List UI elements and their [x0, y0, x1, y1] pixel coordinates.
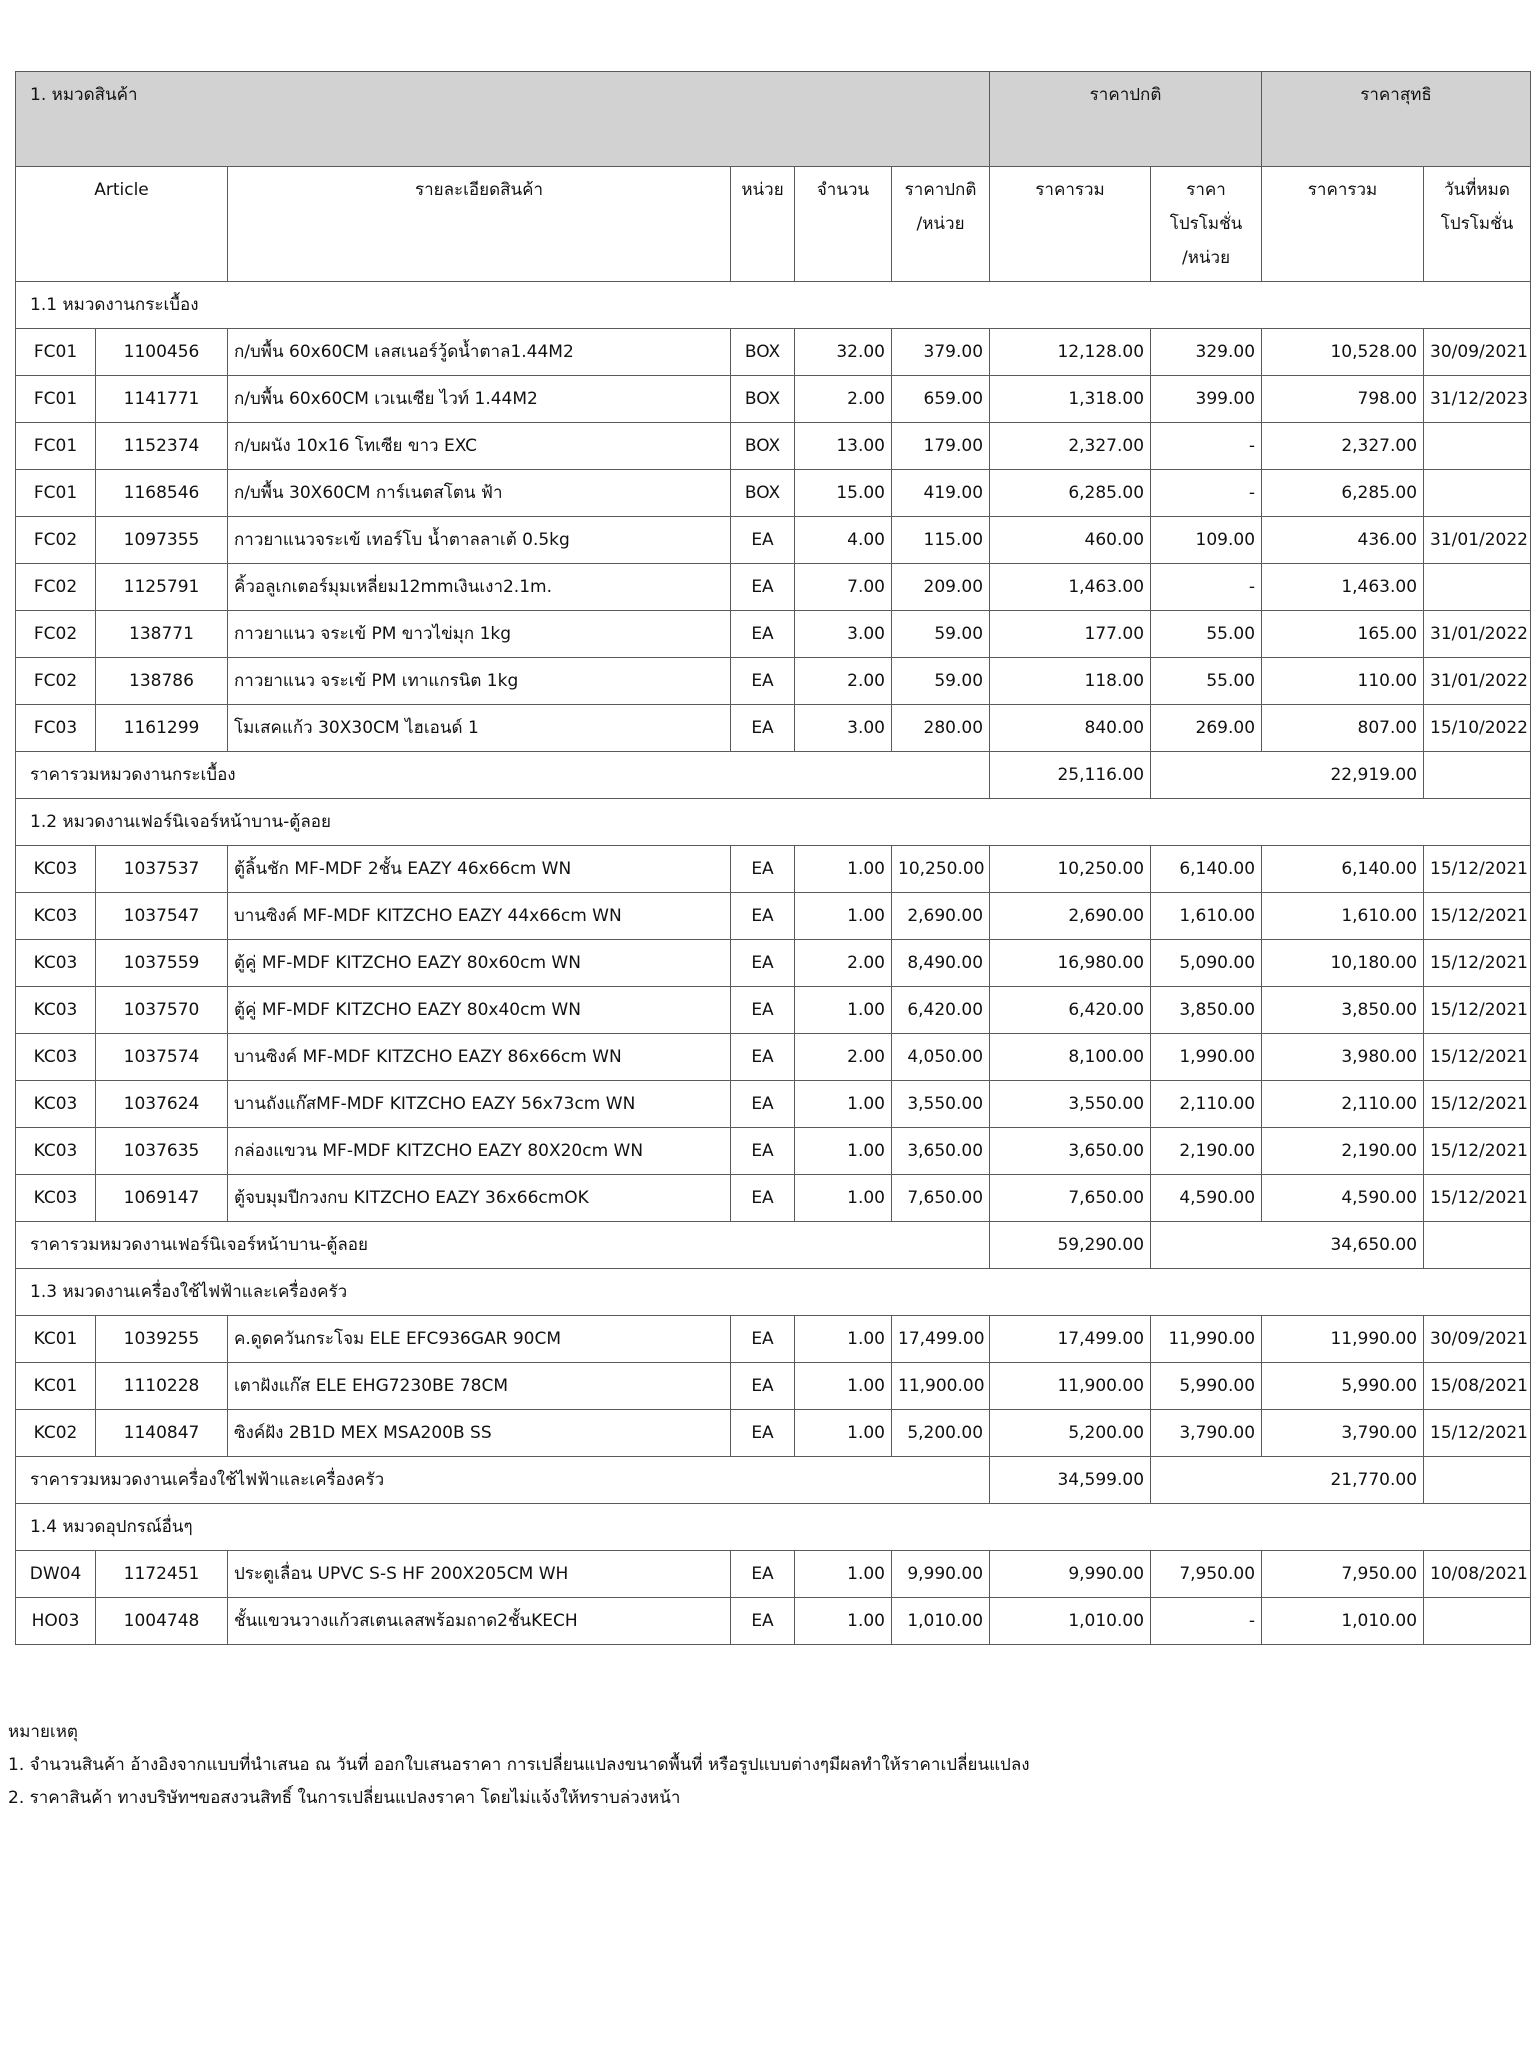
cell-group: KC03 — [16, 893, 96, 940]
cell-group: KC03 — [16, 1034, 96, 1081]
cell-group: KC03 — [16, 1081, 96, 1128]
cell-unit: EA — [731, 705, 795, 752]
cell-article-code: 1172451 — [96, 1551, 228, 1598]
subtotal-net-total: 22,919.00 — [1151, 752, 1424, 799]
col-promo-line3: /หน่วย — [1181, 248, 1231, 268]
cell-total: 12,128.00 — [990, 329, 1151, 376]
cell-total: 118.00 — [990, 658, 1151, 705]
notes — [8, 1716, 1030, 1815]
cell-promo-end: 15/12/2021 — [1424, 940, 1531, 987]
cell-net-total: 7,950.00 — [1262, 1551, 1424, 1598]
cell-unit: EA — [731, 893, 795, 940]
cell-qty: 2.00 — [795, 376, 892, 423]
cell-article-code: 1037574 — [96, 1034, 228, 1081]
cell-qty: 2.00 — [795, 658, 892, 705]
table-row — [16, 893, 1531, 940]
col-promo-end-line2: โปรโมชั่น — [1440, 214, 1514, 234]
cell-promo-price: 2,110.00 — [1151, 1081, 1262, 1128]
col-unit-price — [892, 167, 990, 282]
cell-qty: 1.00 — [795, 846, 892, 893]
net-price-group-header: ราคาสุทธิ — [1262, 72, 1531, 167]
table-row — [16, 987, 1531, 1034]
cell-unit: EA — [731, 846, 795, 893]
subtotal-label: ราคารวมหมวดงานเครื่องใช้ไฟฟ้าและเครื่องครัว — [16, 1457, 990, 1504]
cell-unit: EA — [731, 658, 795, 705]
cell-promo-end: 31/01/2022 — [1424, 658, 1531, 705]
subtotal-row — [16, 1222, 1531, 1269]
cell-description: คิ้วอลูเกเตอร์มุมเหลี่ยม12mmเงินเงา2.1m. — [228, 564, 731, 611]
table-row — [16, 1128, 1531, 1175]
table-row — [16, 423, 1531, 470]
cell-promo-price: 3,790.00 — [1151, 1410, 1262, 1457]
table-row — [16, 658, 1531, 705]
cell-qty: 4.00 — [795, 517, 892, 564]
col-promo-line2: โปรโมชั่น — [1169, 214, 1243, 234]
cell-unit: BOX — [731, 329, 795, 376]
cell-promo-end: 15/12/2021 — [1424, 893, 1531, 940]
subtotal-total: 25,116.00 — [990, 752, 1151, 799]
cell-description: ซิงค์ฝัง 2B1D MEX MSA200B SS — [228, 1410, 731, 1457]
cell-description: ก/บพื้น 60x60CM เลสเนอร์วู้ดน้ำตาล1.44M2 — [228, 329, 731, 376]
cell-promo-end: 15/12/2021 — [1424, 1034, 1531, 1081]
cell-article-code: 1097355 — [96, 517, 228, 564]
cell-net-total: 110.00 — [1262, 658, 1424, 705]
cell-total: 2,690.00 — [990, 893, 1151, 940]
cell-promo-price: - — [1151, 423, 1262, 470]
cell-description: ก/บพื้น 30X60CM การ์เนตสโตน ฟ้า — [228, 470, 731, 517]
cell-unit: EA — [731, 1598, 795, 1645]
table-row — [16, 940, 1531, 987]
cell-group: FC02 — [16, 517, 96, 564]
cell-total: 5,200.00 — [990, 1410, 1151, 1457]
cell-unit: EA — [731, 940, 795, 987]
cell-promo-end: 15/12/2021 — [1424, 987, 1531, 1034]
cell-qty: 1.00 — [795, 1363, 892, 1410]
column-header-row — [16, 167, 1531, 282]
cell-total: 1,318.00 — [990, 376, 1151, 423]
col-promo-end-line1: วันที่หมด — [1444, 180, 1510, 200]
col-promo-end — [1424, 167, 1531, 282]
cell-description: บานถังแก๊สMF-MDF KITZCHO EAZY 56x73cm WN — [228, 1081, 731, 1128]
cell-group: KC01 — [16, 1363, 96, 1410]
cell-total: 1,463.00 — [990, 564, 1151, 611]
cell-total: 10,250.00 — [990, 846, 1151, 893]
col-unit: หน่วย — [731, 167, 795, 282]
cell-unit: EA — [731, 1034, 795, 1081]
cell-article-code: 1037635 — [96, 1128, 228, 1175]
cell-promo-end: 30/09/2021 — [1424, 1316, 1531, 1363]
subtotal-label: ราคารวมหมวดงานเฟอร์นิเจอร์หน้าบาน-ตู้ลอย — [16, 1222, 990, 1269]
cell-description: ประตูเลื่อน UPVC S-S HF 200X205CM WH — [228, 1551, 731, 1598]
cell-net-total: 3,790.00 — [1262, 1410, 1424, 1457]
note-item: 2. ราคาสินค้า ทางบริษัทฯขอสงวนสิทธิ์ ในการเปลี่ยนแปลงราคา โดยไม่แจ้งให้ทราบล่วงหน้า — [8, 1788, 681, 1808]
cell-promo-end: 10/08/2021 — [1424, 1551, 1531, 1598]
cell-description: ก/บพื้น 60x60CM เวเนเซีย ไวท์ 1.44M2 — [228, 376, 731, 423]
cell-article-code: 1037559 — [96, 940, 228, 987]
cell-unit-price: 3,550.00 — [892, 1081, 990, 1128]
cell-promo-price: 55.00 — [1151, 611, 1262, 658]
cell-unit-price: 659.00 — [892, 376, 990, 423]
cell-promo-price: 3,850.00 — [1151, 987, 1262, 1034]
category-row — [16, 1504, 1531, 1551]
cell-net-total: 2,327.00 — [1262, 423, 1424, 470]
cell-group: KC02 — [16, 1410, 96, 1457]
cell-promo-price: 329.00 — [1151, 329, 1262, 376]
cell-group: FC01 — [16, 376, 96, 423]
cell-promo-end: 30/09/2021 — [1424, 329, 1531, 376]
cell-group: DW04 — [16, 1551, 96, 1598]
cell-qty: 13.00 — [795, 423, 892, 470]
cell-promo-end: 31/01/2022 — [1424, 611, 1531, 658]
table-row — [16, 376, 1531, 423]
table-row — [16, 846, 1531, 893]
cell-unit-price: 59.00 — [892, 658, 990, 705]
cell-total: 3,550.00 — [990, 1081, 1151, 1128]
cell-total: 16,980.00 — [990, 940, 1151, 987]
cell-group: FC01 — [16, 423, 96, 470]
cell-group: FC03 — [16, 705, 96, 752]
table-row — [16, 1034, 1531, 1081]
cell-promo-price: 4,590.00 — [1151, 1175, 1262, 1222]
cell-promo-price: - — [1151, 470, 1262, 517]
cell-promo-price: 6,140.00 — [1151, 846, 1262, 893]
cell-unit: EA — [731, 564, 795, 611]
cell-unit-price: 115.00 — [892, 517, 990, 564]
cell-total: 6,285.00 — [990, 470, 1151, 517]
cell-article-code: 1037624 — [96, 1081, 228, 1128]
table-row — [16, 1316, 1531, 1363]
subtotal-net-total: 34,650.00 — [1151, 1222, 1424, 1269]
cell-net-total: 1,463.00 — [1262, 564, 1424, 611]
cell-qty: 3.00 — [795, 611, 892, 658]
cell-article-code: 1110228 — [96, 1363, 228, 1410]
cell-unit-price: 3,650.00 — [892, 1128, 990, 1175]
subtotal-empty — [1424, 752, 1531, 799]
cell-net-total: 2,110.00 — [1262, 1081, 1424, 1128]
col-total: ราคารวม — [990, 167, 1151, 282]
cell-unit-price: 11,900.00 — [892, 1363, 990, 1410]
cell-qty: 1.00 — [795, 1081, 892, 1128]
col-unit-price-line1: ราคาปกติ — [904, 180, 977, 200]
cell-qty: 2.00 — [795, 940, 892, 987]
col-promo-line1: ราคา — [1186, 180, 1226, 200]
subtotal-row — [16, 752, 1531, 799]
cell-unit: EA — [731, 517, 795, 564]
section-title: 1. หมวดสินค้า — [16, 72, 990, 167]
cell-unit: EA — [731, 1363, 795, 1410]
col-description: รายละเอียดสินค้า — [228, 167, 731, 282]
cell-qty: 1.00 — [795, 1128, 892, 1175]
cell-total: 9,990.00 — [990, 1551, 1151, 1598]
cell-net-total: 798.00 — [1262, 376, 1424, 423]
cell-article-code: 1037537 — [96, 846, 228, 893]
cell-group: FC01 — [16, 329, 96, 376]
cell-description: กาวยาแนว จระเข้ PM ขาวไข่มุก 1kg — [228, 611, 731, 658]
cell-unit: BOX — [731, 376, 795, 423]
cell-promo-price: 1,610.00 — [1151, 893, 1262, 940]
cell-article-code: 1152374 — [96, 423, 228, 470]
cell-net-total: 10,180.00 — [1262, 940, 1424, 987]
cell-total: 1,010.00 — [990, 1598, 1151, 1645]
table-row — [16, 1363, 1531, 1410]
cell-net-total: 3,980.00 — [1262, 1034, 1424, 1081]
cell-net-total: 1,610.00 — [1262, 893, 1424, 940]
cell-qty: 1.00 — [795, 1551, 892, 1598]
cell-description: ชั้นแขวนวางแก้วสเตนเลสพร้อมถาด2ชั้นKECH — [228, 1598, 731, 1645]
subtotal-empty — [1424, 1222, 1531, 1269]
cell-promo-end: 15/10/2022 — [1424, 705, 1531, 752]
cell-qty: 15.00 — [795, 470, 892, 517]
cell-unit-price: 1,010.00 — [892, 1598, 990, 1645]
cell-unit-price: 5,200.00 — [892, 1410, 990, 1457]
table-row — [16, 1175, 1531, 1222]
table-row — [16, 470, 1531, 517]
notes-title: หมายเหตุ — [8, 1722, 78, 1742]
cell-promo-price: 5,990.00 — [1151, 1363, 1262, 1410]
table-row — [16, 1598, 1531, 1645]
subtotal-net-total: 21,770.00 — [1151, 1457, 1424, 1504]
cell-description: โมเสคแก้ว 30X30CM ไฮเอนด์ 1 — [228, 705, 731, 752]
cell-qty: 7.00 — [795, 564, 892, 611]
cell-total: 2,327.00 — [990, 423, 1151, 470]
cell-total: 6,420.00 — [990, 987, 1151, 1034]
cell-net-total: 10,528.00 — [1262, 329, 1424, 376]
col-net-total: ราคารวม — [1262, 167, 1424, 282]
cell-qty: 1.00 — [795, 893, 892, 940]
cell-unit-price: 209.00 — [892, 564, 990, 611]
cell-promo-end: 15/08/2021 — [1424, 1363, 1531, 1410]
cell-description: ตู้ลิ้นชัก MF-MDF 2ชั้น EAZY 46x66cm WN — [228, 846, 731, 893]
cell-qty: 1.00 — [795, 1316, 892, 1363]
cell-unit: EA — [731, 1410, 795, 1457]
cell-promo-price: 7,950.00 — [1151, 1551, 1262, 1598]
table-row — [16, 1551, 1531, 1598]
cell-unit-price: 280.00 — [892, 705, 990, 752]
cell-total: 11,900.00 — [990, 1363, 1151, 1410]
cell-group: FC02 — [16, 658, 96, 705]
cell-total: 840.00 — [990, 705, 1151, 752]
cell-promo-price: 1,990.00 — [1151, 1034, 1262, 1081]
cell-unit: EA — [731, 987, 795, 1034]
table-row — [16, 611, 1531, 658]
cell-promo-price: - — [1151, 1598, 1262, 1645]
cell-article-code: 1140847 — [96, 1410, 228, 1457]
cell-group: FC02 — [16, 564, 96, 611]
cell-unit-price: 9,990.00 — [892, 1551, 990, 1598]
cell-group: FC02 — [16, 611, 96, 658]
cell-unit: EA — [731, 1316, 795, 1363]
category-row — [16, 282, 1531, 329]
cell-group: HO03 — [16, 1598, 96, 1645]
cell-group: KC03 — [16, 1128, 96, 1175]
cell-article-code: 1161299 — [96, 705, 228, 752]
category-title: 1.2 หมวดงานเฟอร์นิเจอร์หน้าบาน-ตู้ลอย — [16, 799, 1531, 846]
cell-qty: 32.00 — [795, 329, 892, 376]
cell-net-total: 11,990.00 — [1262, 1316, 1424, 1363]
category-title: 1.1 หมวดงานกระเบื้อง — [16, 282, 1531, 329]
cell-promo-end: 31/12/2023 — [1424, 376, 1531, 423]
cell-promo-end: 31/01/2022 — [1424, 517, 1531, 564]
cell-promo-end: 15/12/2021 — [1424, 1175, 1531, 1222]
cell-promo-end: 15/12/2021 — [1424, 1128, 1531, 1175]
cell-article-code: 1168546 — [96, 470, 228, 517]
cell-article-code: 138771 — [96, 611, 228, 658]
quotation-table — [15, 71, 1531, 1645]
cell-article-code: 1004748 — [96, 1598, 228, 1645]
cell-total: 3,650.00 — [990, 1128, 1151, 1175]
cell-group: KC03 — [16, 1175, 96, 1222]
cell-article-code: 1141771 — [96, 376, 228, 423]
cell-promo-end: 15/12/2021 — [1424, 1410, 1531, 1457]
header-group-row — [16, 72, 1531, 167]
cell-total: 177.00 — [990, 611, 1151, 658]
subtotal-total: 34,599.00 — [990, 1457, 1151, 1504]
cell-promo-price: - — [1151, 564, 1262, 611]
cell-description: ก/บผนัง 10x16 โทเซีย ขาว EXC — [228, 423, 731, 470]
cell-promo-end — [1424, 423, 1531, 470]
cell-description: กาวยาแนวจระเข้ เทอร์โบ น้ำตาลลาเต้ 0.5kg — [228, 517, 731, 564]
cell-unit-price: 4,050.00 — [892, 1034, 990, 1081]
cell-promo-price: 11,990.00 — [1151, 1316, 1262, 1363]
cell-total: 460.00 — [990, 517, 1151, 564]
note-item: 1. จำนวนสินค้า อ้างอิงจากแบบที่นำเสนอ ณ วันที่ ออกใบเสนอราคา การเปลี่ยนแปลงขนาดพื้นที่ หรือรูปแบบต่างๆมีผลทำให้ราคาเปลี่ยนแปลง — [8, 1755, 1030, 1775]
cell-article-code: 138786 — [96, 658, 228, 705]
cell-article-code: 1069147 — [96, 1175, 228, 1222]
cell-promo-end — [1424, 470, 1531, 517]
cell-unit: BOX — [731, 470, 795, 517]
cell-unit-price: 379.00 — [892, 329, 990, 376]
cell-promo-price: 5,090.00 — [1151, 940, 1262, 987]
cell-description: ตู้คู่ MF-MDF KITZCHO EAZY 80x40cm WN — [228, 987, 731, 1034]
cell-unit-price: 419.00 — [892, 470, 990, 517]
cell-group: KC01 — [16, 1316, 96, 1363]
cell-qty: 1.00 — [795, 1410, 892, 1457]
category-title: 1.3 หมวดงานเครื่องใช้ไฟฟ้าและเครื่องครัว — [16, 1269, 1531, 1316]
cell-unit-price: 8,490.00 — [892, 940, 990, 987]
category-title: 1.4 หมวดอุปกรณ์อื่นๆ — [16, 1504, 1531, 1551]
cell-qty: 1.00 — [795, 1175, 892, 1222]
table-row — [16, 1081, 1531, 1128]
cell-group: KC03 — [16, 940, 96, 987]
cell-description: เตาฝังแก๊ส ELE EHG7230BE 78CM — [228, 1363, 731, 1410]
cell-net-total: 3,850.00 — [1262, 987, 1424, 1034]
cell-article-code: 1037570 — [96, 987, 228, 1034]
cell-net-total: 436.00 — [1262, 517, 1424, 564]
table-row — [16, 1410, 1531, 1457]
cell-group: FC01 — [16, 470, 96, 517]
cell-promo-price: 399.00 — [1151, 376, 1262, 423]
category-row — [16, 1269, 1531, 1316]
cell-net-total: 2,190.00 — [1262, 1128, 1424, 1175]
cell-net-total: 165.00 — [1262, 611, 1424, 658]
cell-promo-end: 15/12/2021 — [1424, 1081, 1531, 1128]
cell-unit-price: 59.00 — [892, 611, 990, 658]
cell-description: บานซิงค์ MF-MDF KITZCHO EAZY 86x66cm WN — [228, 1034, 731, 1081]
cell-unit: BOX — [731, 423, 795, 470]
cell-article-code: 1125791 — [96, 564, 228, 611]
cell-group: KC03 — [16, 987, 96, 1034]
cell-promo-price: 2,190.00 — [1151, 1128, 1262, 1175]
cell-article-code: 1037547 — [96, 893, 228, 940]
cell-total: 17,499.00 — [990, 1316, 1151, 1363]
col-promo-price — [1151, 167, 1262, 282]
cell-unit: EA — [731, 1551, 795, 1598]
cell-unit-price: 17,499.00 — [892, 1316, 990, 1363]
subtotal-label: ราคารวมหมวดงานกระเบื้อง — [16, 752, 990, 799]
col-unit-price-line2: /หน่วย — [916, 214, 965, 234]
cell-unit: EA — [731, 1081, 795, 1128]
cell-description: กล่องแขวน MF-MDF KITZCHO EAZY 80X20cm WN — [228, 1128, 731, 1175]
cell-net-total: 6,285.00 — [1262, 470, 1424, 517]
cell-qty: 3.00 — [795, 705, 892, 752]
cell-promo-end — [1424, 564, 1531, 611]
cell-unit-price: 2,690.00 — [892, 893, 990, 940]
cell-net-total: 4,590.00 — [1262, 1175, 1424, 1222]
cell-promo-price: 55.00 — [1151, 658, 1262, 705]
cell-qty: 1.00 — [795, 987, 892, 1034]
cell-description: กาวยาแนว จระเข้ PM เทาแกรนิต 1kg — [228, 658, 731, 705]
cell-description: ตู้คู่ MF-MDF KITZCHO EAZY 80x60cm WN — [228, 940, 731, 987]
table-row — [16, 329, 1531, 376]
cell-total: 8,100.00 — [990, 1034, 1151, 1081]
table-row — [16, 517, 1531, 564]
col-article: Article — [16, 167, 228, 282]
category-row — [16, 799, 1531, 846]
cell-article-code: 1100456 — [96, 329, 228, 376]
cell-qty: 2.00 — [795, 1034, 892, 1081]
cell-net-total: 807.00 — [1262, 705, 1424, 752]
cell-group: KC03 — [16, 846, 96, 893]
cell-unit-price: 10,250.00 — [892, 846, 990, 893]
cell-promo-price: 269.00 — [1151, 705, 1262, 752]
cell-unit-price: 6,420.00 — [892, 987, 990, 1034]
table-row — [16, 705, 1531, 752]
cell-promo-end — [1424, 1598, 1531, 1645]
table-row — [16, 564, 1531, 611]
cell-unit: EA — [731, 1128, 795, 1175]
cell-qty: 1.00 — [795, 1598, 892, 1645]
cell-unit: EA — [731, 1175, 795, 1222]
subtotal-total: 59,290.00 — [990, 1222, 1151, 1269]
cell-description: ตู้จบมุมปีกวงกบ KITZCHO EAZY 36x66cmOK — [228, 1175, 731, 1222]
cell-net-total: 6,140.00 — [1262, 846, 1424, 893]
cell-promo-price: 109.00 — [1151, 517, 1262, 564]
cell-promo-end: 15/12/2021 — [1424, 846, 1531, 893]
cell-description: ค.ดูดควันกระโจม ELE EFC936GAR 90CM — [228, 1316, 731, 1363]
cell-unit-price: 179.00 — [892, 423, 990, 470]
cell-total: 7,650.00 — [990, 1175, 1151, 1222]
subtotal-empty — [1424, 1457, 1531, 1504]
cell-unit-price: 7,650.00 — [892, 1175, 990, 1222]
subtotal-row — [16, 1457, 1531, 1504]
regular-price-group-header: ราคาปกติ — [990, 72, 1262, 167]
cell-description: บานซิงค์ MF-MDF KITZCHO EAZY 44x66cm WN — [228, 893, 731, 940]
cell-unit: EA — [731, 611, 795, 658]
cell-net-total: 1,010.00 — [1262, 1598, 1424, 1645]
cell-net-total: 5,990.00 — [1262, 1363, 1424, 1410]
cell-article-code: 1039255 — [96, 1316, 228, 1363]
col-qty: จำนวน — [795, 167, 892, 282]
